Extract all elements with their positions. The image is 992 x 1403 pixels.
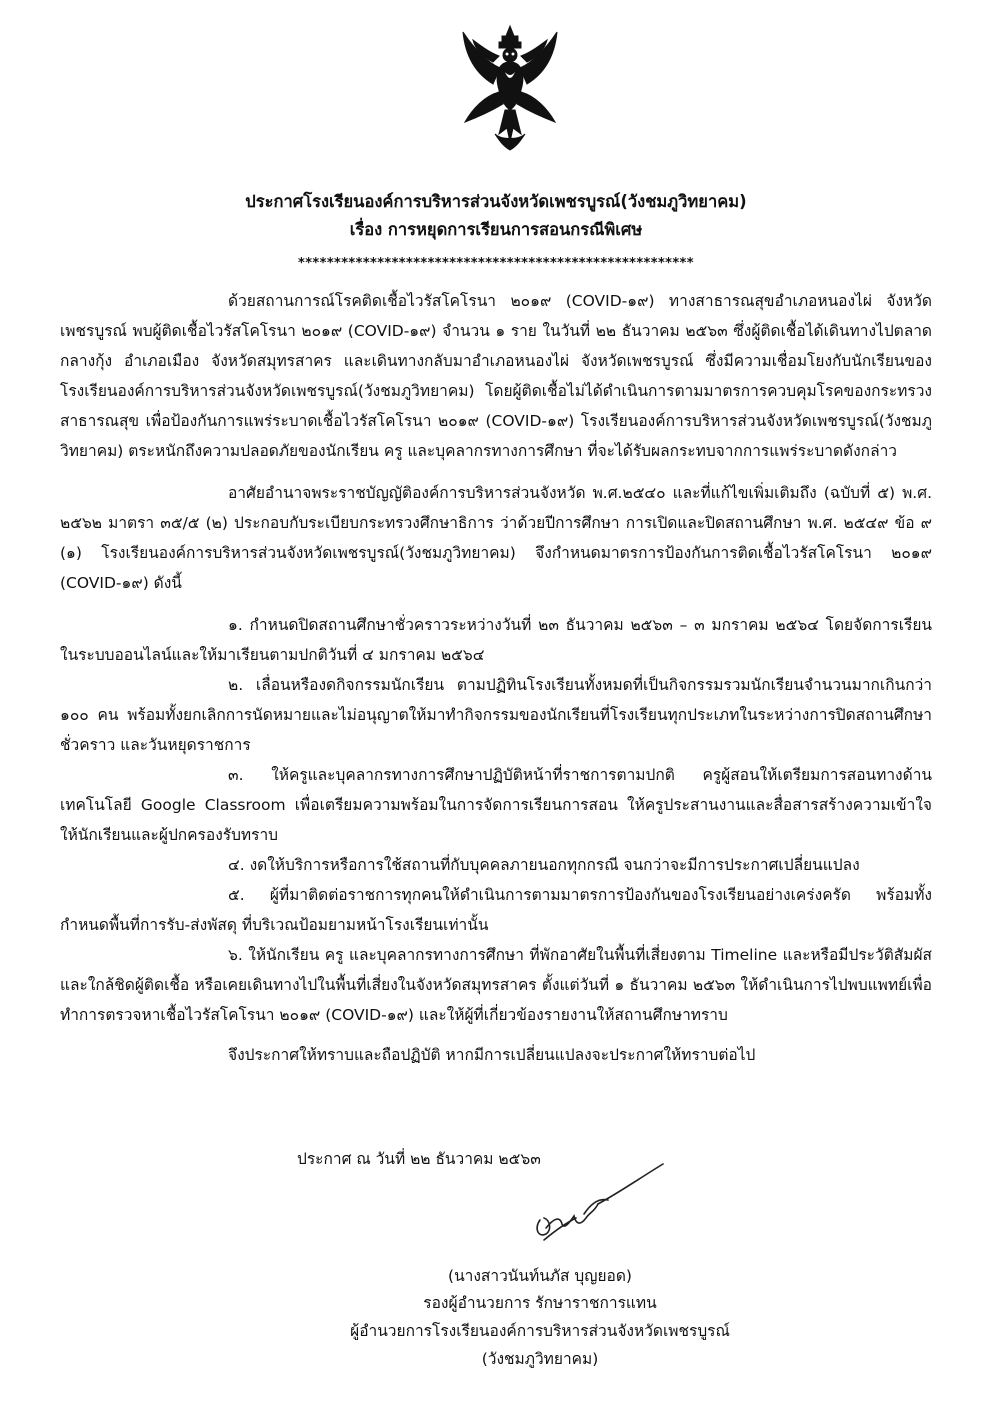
announcement-body	[60, 286, 932, 1070]
announcement-subject: เรื่อง การหยุดการเรียนการสอนกรณีพิเศษ	[349, 220, 643, 239]
paragraph-situation: ด้วยสถานการณ์โรคติดเชื้อไวรัสโคโรนา ๒๐๑๙ (COVID-๑๙) ทางสาธารณสุขอำเภอหนองไผ่ จังหวัดเพชรบูรณ์ พบผู้ติดเชื้อไวรัสโคโรนา ๒๐๑๙ (COVID-๑๙) จำนวน ๑ ราย ในวันที่ ๒๒ ธันวาคม ๒๕๖๓ ซึ่งผู้ติดเชื้อได้เดินทางไปตลาดกลางกุ้ง อำเภอเมือง จังหวัดสมุทรสาคร และเดินทางกลับมาอำเภอหนองไผ่ จังหวัดเพชรบูรณ์ ซึ่งมีความเชื่อมโยงกับนักเรียนของโรงเรียนองค์การบริหารส่วนจังหวัดเพชรบูรณ์(วังชมภูวิทยาคม) โดยผู้ติดเชื้อไม่ได้ดำเนินการตามมาตรการควบคุมโรคของกระทรวงสาธารณสุข เพื่อป้องกันการแพร่ระบาดเชื้อไวรัสโคโรนา ๒๐๑๙ (COVID-๑๙) โรงเรียนองค์การบริหารส่วนจังหวัดเพชรบูรณ์(วังชมภูวิทยาคม) ตระหนักถึงความปลอดภัยของนักเรียน ครู และบุคลากรทางการศึกษา ที่จะได้รับผลกระทบจากการแพร่ระบาดดังกล่าว	[60, 292, 932, 460]
measure-item-1: ๑. กำหนดปิดสถานศึกษาชั่วคราวระหว่างวันที่ ๒๓ ธันวาคม ๒๕๖๓ – ๓ มกราคม ๒๕๖๔ โดยจัดการเรียนในระบบออนไลน์และให้มาเรียนตามปกติวันที่ ๔ มกราคม ๒๕๖๔	[60, 616, 932, 664]
closing-statement: จึงประกาศให้ทราบและถือปฏิบัติ หากมีการเปลี่ยนแปลงจะประกาศให้ทราบต่อไป	[228, 1046, 756, 1064]
measure-item-6: ๖. ให้นักเรียน ครู และบุคลากรทางการศึกษา ที่พักอาศัยในพื้นที่เสี่ยงตาม Timeline และหรือมีประวัติสัมผัสและใกล้ชิดผู้ติดเชื้อ หรือเคยเดินทางไปในพื้นที่เสี่ยงในจังหวัดสมุทรสาคร ตั้งแต่วันที่ ๑ ธันวาคม ๒๕๖๓ ให้ดำเนินการไปพบแพทย์เพื่อทำการตรวจหาเชื้อไวรัสโคโรนา ๒๐๑๙ (COVID-๑๙) และให้ผู้ที่เกี่ยวข้องรายงานให้สถานศึกษาทราบ	[60, 946, 932, 1024]
announcement-title: ประกาศโรงเรียนองค์การบริหารส่วนจังหวัดเพชรบูรณ์(วังชมภูวิทยาคม)	[245, 192, 747, 211]
separator-line: *******************************************************	[298, 256, 694, 271]
measure-item-4: ๔. งดให้บริการหรือการใช้สถานที่กับบุคคลภายนอกทุกกรณี จนกว่าจะมีการประกาศเปลี่ยนแปลง	[228, 856, 860, 874]
signer-role-director: ผู้อำนวยการโรงเรียนองค์การบริหารส่วนจังหวัดเพชรบูรณ์	[350, 1322, 730, 1340]
measure-item-2: ๒. เลื่อนหรืองดกิจกรรมนักเรียน ตามปฏิทินโรงเรียนทั้งหมดที่เป็นกิจกรรมรวมนักเรียนจำนวนมากเกินกว่า ๑๐๐ คน พร้อมทั้งยกเลิกการนัดหมายและไม่อนุญาตให้มาทำกิจกรรมของนักเรียนที่โรงเรียนทุกประเภทในระหว่างการปิดสถานศึกษาชั่วคราว และวันหยุดราชการ	[60, 676, 932, 754]
announcement-date: ประกาศ ณ วันที่ ๒๒ ธันวาคม ๒๕๖๓	[297, 1150, 541, 1168]
signer-school-name: (วังชมภูวิทยาคม)	[481, 1350, 599, 1368]
garuda-emblem-icon	[455, 22, 565, 157]
signer-role-acting: รองผู้อำนวยการ รักษาราชการแทน	[423, 1294, 657, 1312]
signer-name: (นางสาวนันท์นภัส บุญยอด)	[448, 1267, 632, 1285]
measure-item-3: ๓. ให้ครูและบุคลากรทางการศึกษาปฏิบัติหน้าที่ราชการตามปกติ ครูผู้สอนให้เตรียมการสอนทางด้านเทคโนโลยี Google Classroom เพื่อเตรียมความพร้อมในการจัดการเรียนการสอน ให้ครูประสานงานและสื่อสารสร้างความเข้าใจให้นักเรียนและผู้ปกครองรับทราบ	[60, 766, 932, 844]
measure-item-5: ๕. ผู้ที่มาติดต่อราชการทุกคนให้ดำเนินการตามมาตรการป้องกันของโรงเรียนอย่างเคร่งครัด พร้อมทั้งกำหนดพื้นที่การรับ-ส่งพัสดุ ที่บริเวณป้อมยามหน้าโรงเรียนเท่านั้น	[60, 886, 932, 934]
paragraph-authority: อาศัยอำนาจพระราชบัญญัติองค์การบริหารส่วนจังหวัด พ.ศ.๒๕๔๐ และที่แก้ไขเพิ่มเติมถึง (ฉบับที่ ๕) พ.ศ. ๒๕๖๒ มาตรา ๓๕/๕ (๒) ประกอบกับระเบียบกระทรวงศึกษาธิการ ว่าด้วยปีการศึกษา การเปิดและปิดสถานศึกษา พ.ศ. ๒๕๔๙ ข้อ ๙ (๑) โรงเรียนองค์การบริหารส่วนจังหวัดเพชรบูรณ์(วังชมภูวิทยาคม) จึงกำหนดมาตรการป้องกันการติดเชื้อไวรัสโคโรนา ๒๐๑๙ (COVID-๑๙) ดังนี้	[60, 484, 932, 592]
signature-image	[520, 1158, 670, 1243]
